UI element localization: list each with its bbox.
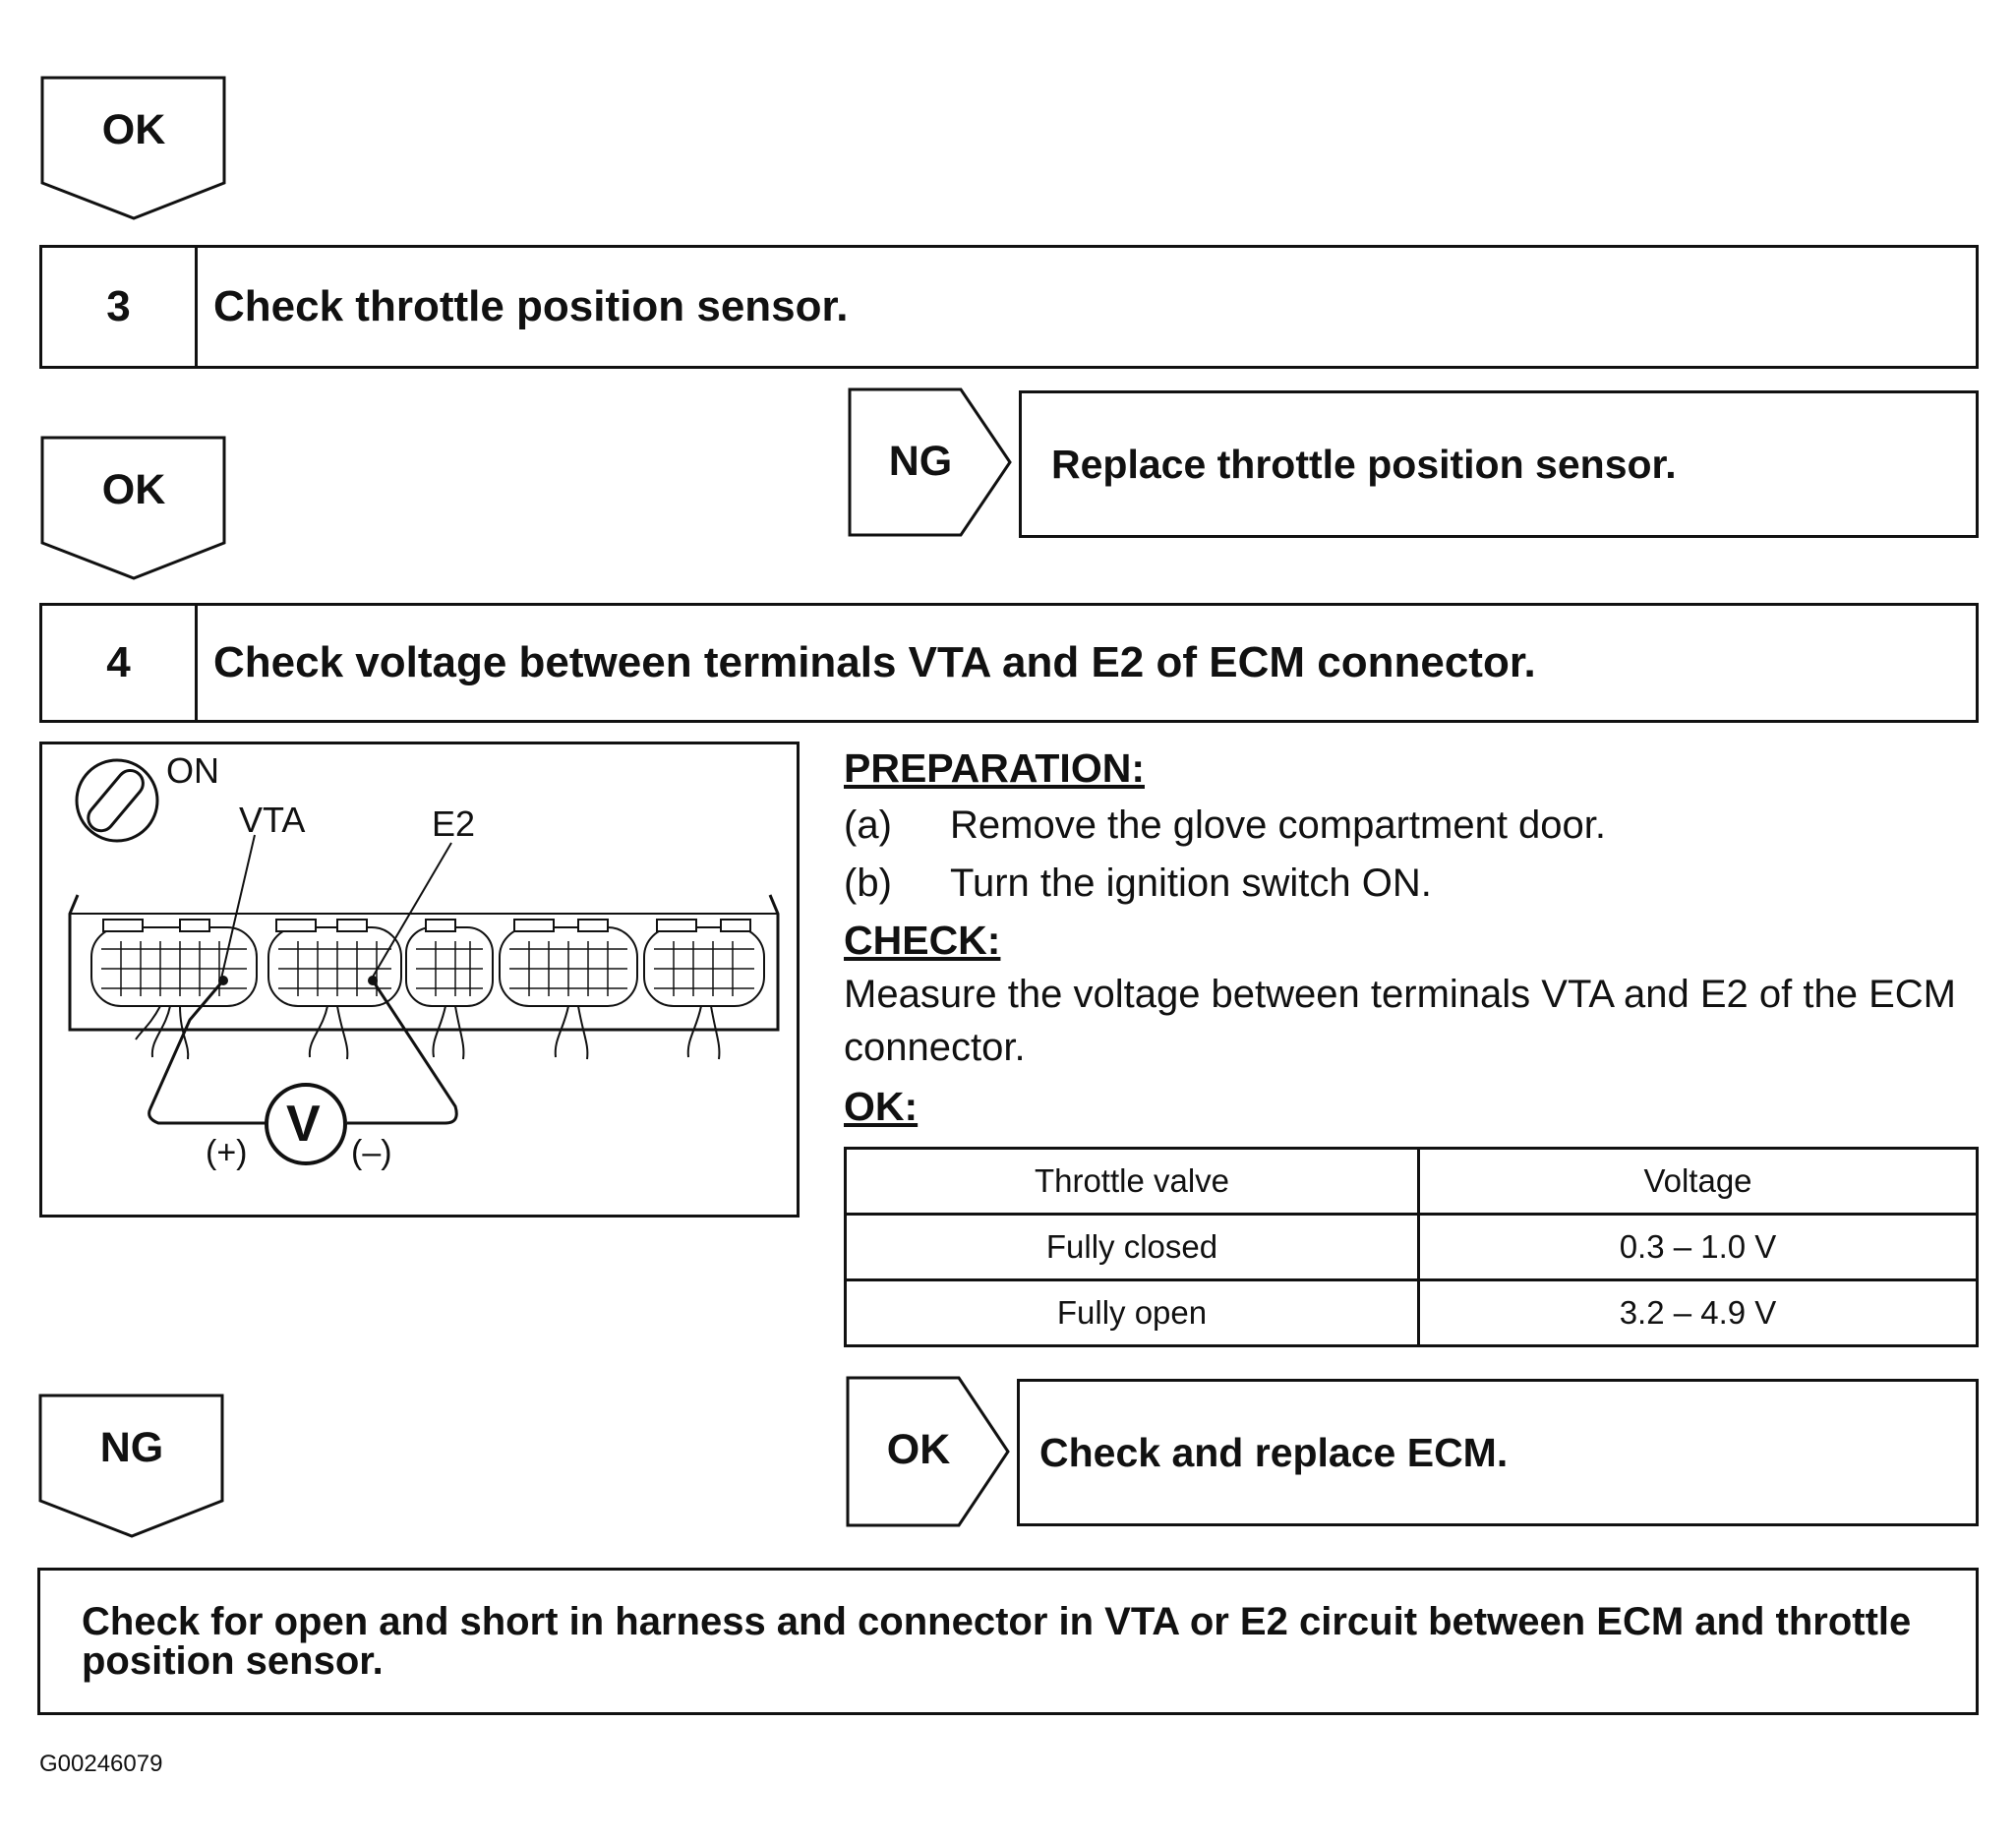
ng-right-arrow-step3-label: NG [888, 438, 953, 485]
voltmeter-symbol: V [286, 1096, 321, 1153]
preparation-step-a [844, 797, 1994, 854]
spec-cell-throttle: Fully open [846, 1280, 1419, 1346]
step-4-box [39, 603, 1979, 723]
ecm-connector-diagram [39, 742, 800, 1218]
spec-header-voltage: Voltage [1419, 1149, 1978, 1215]
spec-table [844, 1147, 1979, 1347]
preparation-step-b-text: Turn the ignition switch ON. [950, 862, 1432, 905]
step-3-title: Check throttle position sensor. [213, 282, 849, 330]
vta-terminal-label: VTA [239, 800, 306, 840]
step-4-number: 4 [42, 606, 198, 720]
check-text: Measure the voltage between terminals VTA and E2 of the ECM connector. [844, 973, 1956, 1069]
preparation-step-a-text: Remove the glove compartment door. [950, 803, 1607, 847]
spec-header-throttle: Throttle valve [846, 1149, 1419, 1215]
spec-cell-voltage: 0.3 – 1.0 V [1419, 1215, 1978, 1280]
step-4-title: Check voltage between terminals VTA and E2 of ECM connector. [213, 638, 1536, 686]
ok-right-arrow-step4-label: OK [886, 1426, 951, 1473]
ok-down-arrow-step3-label: OK [101, 466, 166, 513]
replace-tps-box: Replace throttle position sensor. [1019, 390, 1979, 538]
figure-id: G00246079 [39, 1751, 163, 1777]
ok-heading: OK: [844, 1084, 919, 1129]
ok-down-arrow-top-label: OK [101, 106, 166, 153]
ng-down-arrow-step4-label: NG [99, 1424, 164, 1471]
preparation-step-a-label: (a) [844, 803, 892, 847]
step-3-box [39, 245, 1979, 369]
e2-terminal-label: E2 [432, 803, 476, 844]
ignition-on-label: ON [166, 750, 219, 791]
probe-minus-label: (–) [351, 1134, 392, 1171]
ignition-switch-icon [77, 760, 157, 841]
preparation-step-b [844, 854, 1994, 913]
procedure-text [844, 740, 1994, 1139]
spec-table-header [846, 1149, 1978, 1215]
preparation-step-b-label: (b) [844, 862, 892, 905]
ecm-connector [70, 895, 778, 1059]
table-row [846, 1280, 1978, 1346]
spec-cell-voltage: 3.2 – 4.9 V [1419, 1280, 1978, 1346]
check-harness-box: Check for open and short in harness and connector in VTA or E2 circuit between ECM and throttle position sensor. [37, 1568, 1979, 1715]
spec-cell-throttle: Fully closed [846, 1215, 1419, 1280]
table-row [846, 1215, 1978, 1280]
replace-ecm-box: Check and replace ECM. [1017, 1379, 1979, 1526]
preparation-heading: PREPARATION: [844, 745, 1145, 791]
check-heading: CHECK: [844, 918, 1001, 963]
probe-plus-label: (+) [206, 1134, 248, 1171]
step-3-number: 3 [42, 248, 198, 366]
